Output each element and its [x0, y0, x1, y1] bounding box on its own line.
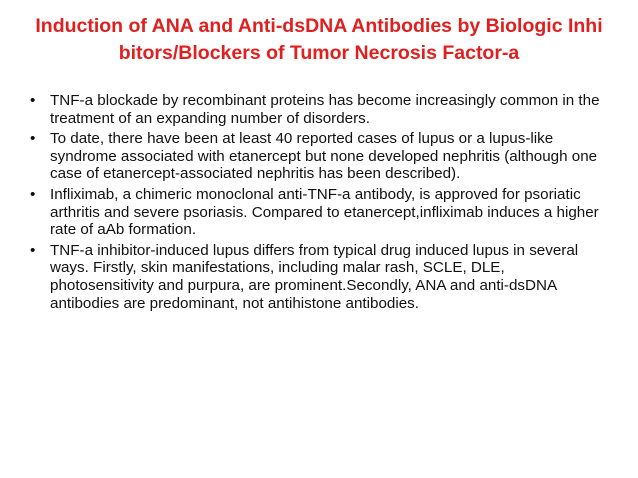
bullet-text: To date, there have been at least 40 reported cases of lupus or a lupus-like syndrome associated with etanercept but none developed nephritis (although one case of etanercept-associated nephritis has been described). [50, 130, 598, 183]
slide-title: Induction of ANA and Anti-dsDNA Antibodies by Biologic Inhibitors/Blockers of Tumor Necrosis Factor-a [35, 15, 603, 64]
bullet-text: TNF-a inhibitor-induced lupus differs from typical drug induced lupus in several ways. Firstly, skin manifestations, including malar rash, SCLE, DLE, photosensitivity and purpura, are prominent.Secondly, ANA and anti-dsDNA antibodies are predominant, not antihistone antibodies. [50, 241, 579, 312]
bullet-list [30, 92, 610, 315]
bullet-icon: • [30, 130, 36, 148]
bullet-item [30, 186, 610, 239]
bullet-item [30, 130, 610, 183]
bullet-text: Infliximab, a chimeric monoclonal anti-TNF-a antibody, is approved for psoriatic arthritis and severe psoriasis. Compared to etanercept,infliximab induces a higher rate of aAb formation. [50, 185, 599, 239]
bullet-icon: • [30, 241, 36, 259]
bullet-item [30, 92, 610, 127]
bullet-text: TNF-a blockade by recombinant proteins has become increasingly common in the treatment of an expanding number of disorders. [50, 92, 600, 127]
bullet-item [30, 242, 610, 312]
bullet-icon: • [30, 185, 36, 203]
bullet-icon: • [30, 92, 36, 109]
